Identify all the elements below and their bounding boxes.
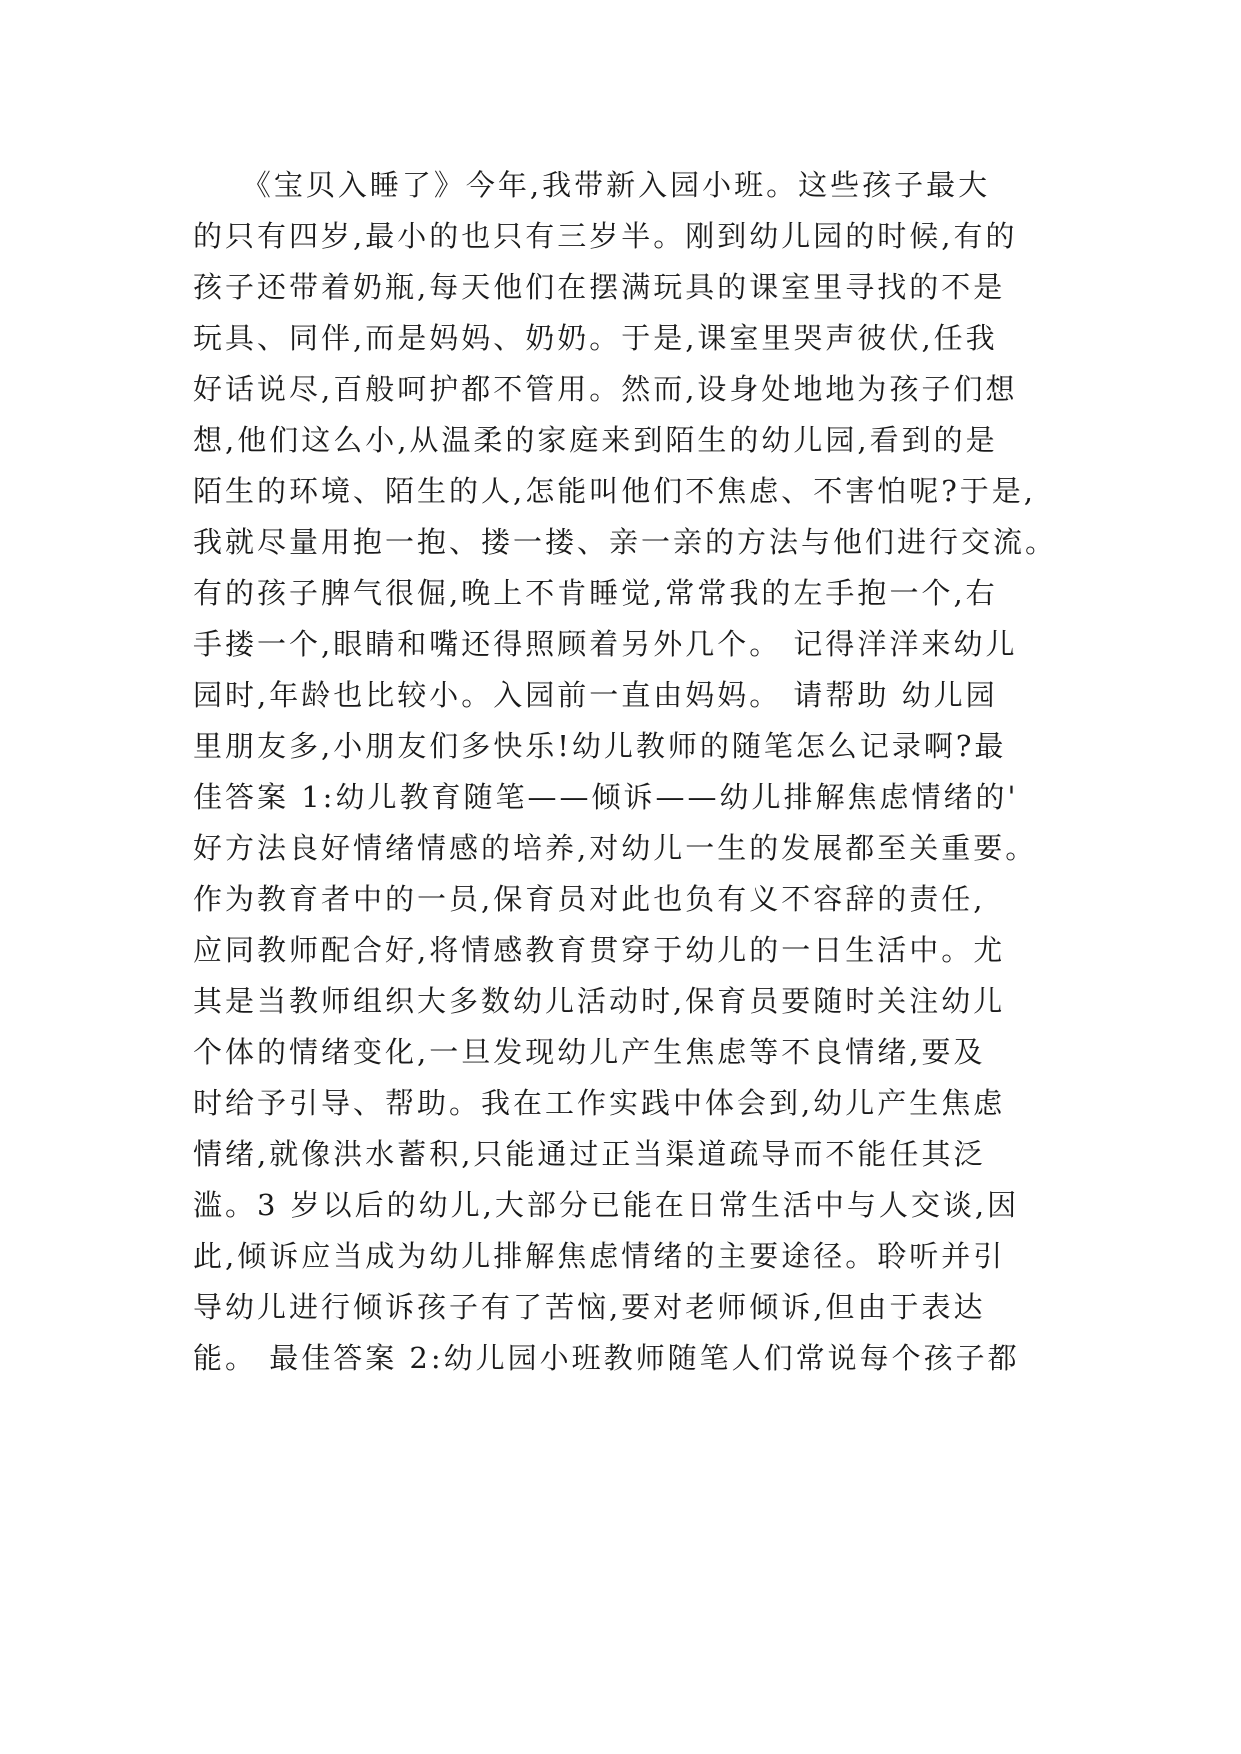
text-line: 孩子还带着奶瓶,每天他们在摆满玩具的课室里寻找的不是 [193,270,1006,304]
text-line: 的只有四岁,最小的也只有三岁半。刚到幼儿园的时候,有的 [193,219,1018,253]
text-line: 《宝贝入睡了》今年,我带新入园小班。这些孩子最大 [193,168,991,202]
text-line: 园时,年龄也比较小。入园前一直由妈妈。 请帮助 幼儿园 [193,678,998,712]
text-line: 个体的情绪变化,一旦发现幼儿产生焦虑等不良情绪,要及 [193,1035,986,1069]
text-line: 应同教师配合好,将情感教育贯穿于幼儿的一日生活中。尤 [193,933,1006,967]
text-line: 好话说尽,百般呵护都不管用。然而,设身处地地为孩子们想 [193,372,1018,406]
text-line: 陌生的环境、陌生的人,怎能叫他们不焦虑、不害怕呢?于是, [193,474,1036,508]
text-line: 玩具、同伴,而是妈妈、奶奶。于是,课室里哭声彼伏,任我 [193,321,998,355]
text-line: 情绪,就像洪水蓄积,只能通过正当渠道疏导而不能任其泛 [193,1137,986,1171]
document-body [193,160,1058,1384]
text-line: 手搂一个,眼睛和嘴还得照顾着另外几个。 记得洋洋来幼儿 [193,627,1018,661]
text-line: 作为教育者中的一员,保育员对此也负有义不容辞的责任, [193,882,986,916]
text-line: 其是当教师组织大多数幼儿活动时,保育员要随时关注幼儿 [193,984,1006,1018]
text-line: 想,他们这么小,从温柔的家庭来到陌生的幼儿园,看到的是 [193,423,998,457]
text-line: 佳答案 1:幼儿教育随笔——倾诉——幼儿排解焦虑情绪的' [193,780,1019,814]
text-line: 好方法良好情绪情感的培养,对幼儿一生的发展都至关重要。 [193,831,1038,865]
text-line: 导幼儿进行倾诉孩子有了苦恼,要对老师倾诉,但由于表达 [193,1290,986,1324]
text-line: 此,倾诉应当成为幼儿排解焦虑情绪的主要途径。聆听并引 [193,1239,1006,1273]
text-line: 能。 最佳答案 2:幼儿园小班教师随笔人们常说每个孩子都 [193,1341,1020,1375]
text-line: 滥。3 岁以后的幼儿,大部分已能在日常生活中与人交谈,因 [193,1188,1020,1222]
text-line: 时给予引导、帮助。我在工作实践中体会到,幼儿产生焦虑 [193,1086,1006,1120]
text-line: 里朋友多,小朋友们多快乐!幼儿教师的随笔怎么记录啊?最 [193,729,1007,763]
text-line: 有的孩子脾气很倔,晚上不肯睡觉,常常我的左手抱一个,右 [193,576,998,610]
text-line: 我就尽量用抱一抱、搂一搂、亲一亲的方法与他们进行交流。 [193,525,1058,559]
